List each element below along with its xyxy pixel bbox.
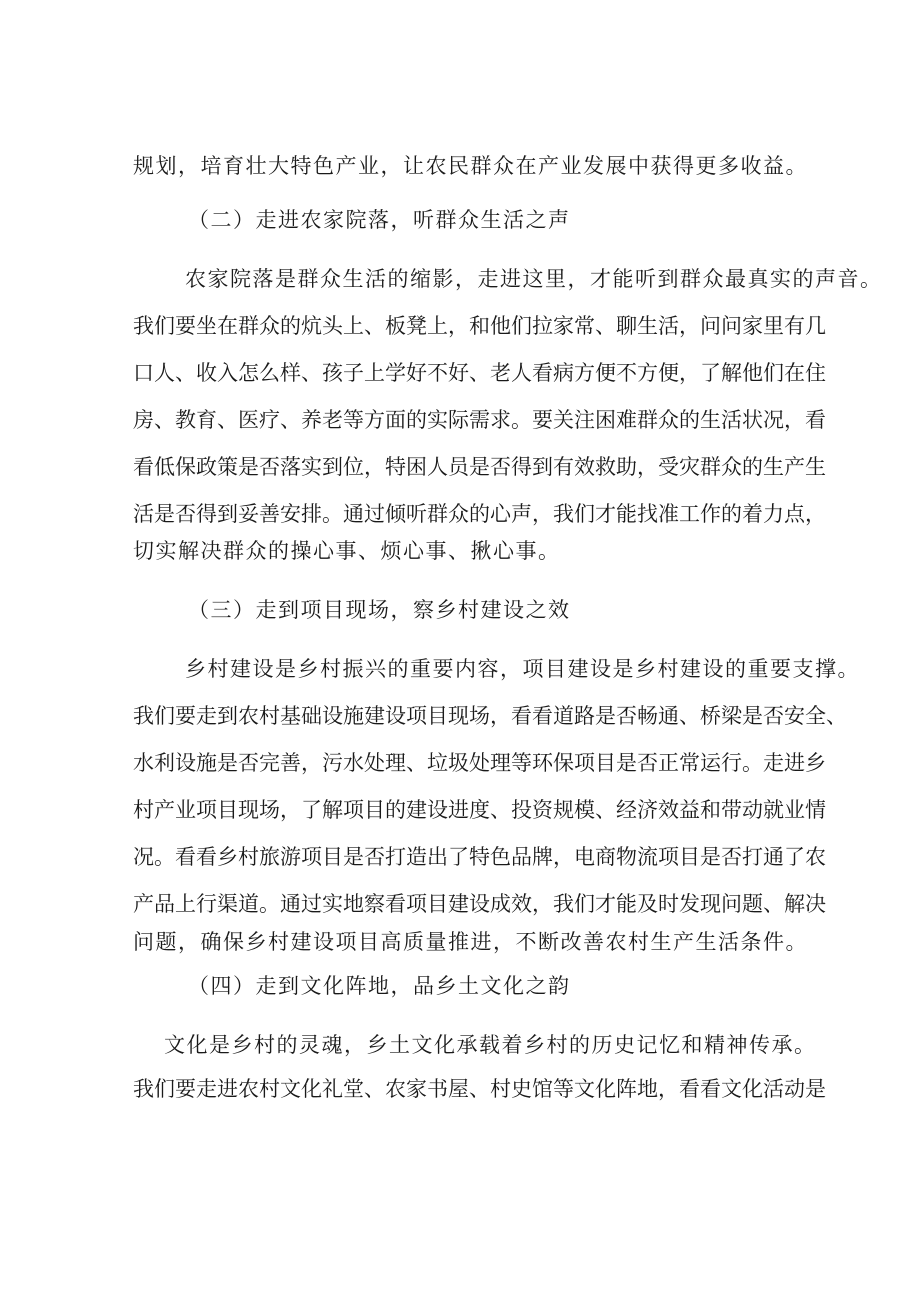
section-heading: （三）走到项目现场，察乡村建设之效 xyxy=(188,598,571,622)
paragraph-line: 活是否得到妥善安排。通过倾听群众的心声，我们才能找准工作的着力点， xyxy=(133,502,826,526)
paragraph-line: 村产业项目现场，了解项目的建设进度、投资规模、经济效益和带动就业情 xyxy=(133,798,826,822)
paragraph-line: 问题，确保乡村建设项目高质量推进，不断改善农村生产生活条件。 xyxy=(133,930,808,954)
paragraph-line: 产品上行渠道。通过实地察看项目建设成效，我们才能及时发现问题、解决 xyxy=(133,892,826,916)
section-heading: （二）走进农家院落，听群众生活之声 xyxy=(188,208,571,232)
paragraph-line: 我们要坐在群众的炕头上、板凳上，和他们拉家常、聊生活，问问家里有几 xyxy=(133,314,826,338)
paragraph-line: 口人、收入怎么样、孩子上学好不好、老人看病方便不方便，了解他们在住 xyxy=(133,361,826,385)
paragraph-line: 水利设施是否完善，污水处理、垃圾处理等环保项目是否正常运行。走进乡 xyxy=(133,751,826,775)
paragraph-line: 我们要走到农村基础设施建设项目现场，看看道路是否畅通、桥梁是否安全、 xyxy=(133,704,847,728)
paragraph-line: 规划，培育壮大特色产业，让农民群众在产业发展中获得更多收益。 xyxy=(133,154,808,178)
paragraph-line: 房、教育、医疗、养老等方面的实际需求。要关注困难群众的生活状况，看 xyxy=(133,408,826,432)
paragraph-line: 切实解决群众的操心事、烦心事、揪心事。 xyxy=(133,539,561,563)
paragraph-line: 况。看看乡村旅游项目是否打造出了特色品牌，电商物流项目是否打通了农 xyxy=(133,845,826,869)
paragraph-line: 农家院落是群众生活的缩影，走进这里，才能听到群众最真实的声音。 xyxy=(185,267,883,291)
section-heading: （四）走到文化阵地，品乡土文化之韵 xyxy=(188,974,571,998)
paragraph-line: 文化是乡村的灵魂，乡土文化承载着乡村的历史记忆和精神传承。 xyxy=(164,1033,817,1057)
paragraph-line: 看低保政策是否落实到位，特困人员是否得到有效救助，受灾群众的生产生 xyxy=(133,455,826,479)
paragraph-line: 乡村建设是乡村振兴的重要内容，项目建设是乡村建设的重要支撑。 xyxy=(185,657,860,681)
paragraph-line: 我们要走进农村文化礼堂、农家书屋、村史馆等文化阵地，看看文化活动是 xyxy=(133,1077,826,1101)
